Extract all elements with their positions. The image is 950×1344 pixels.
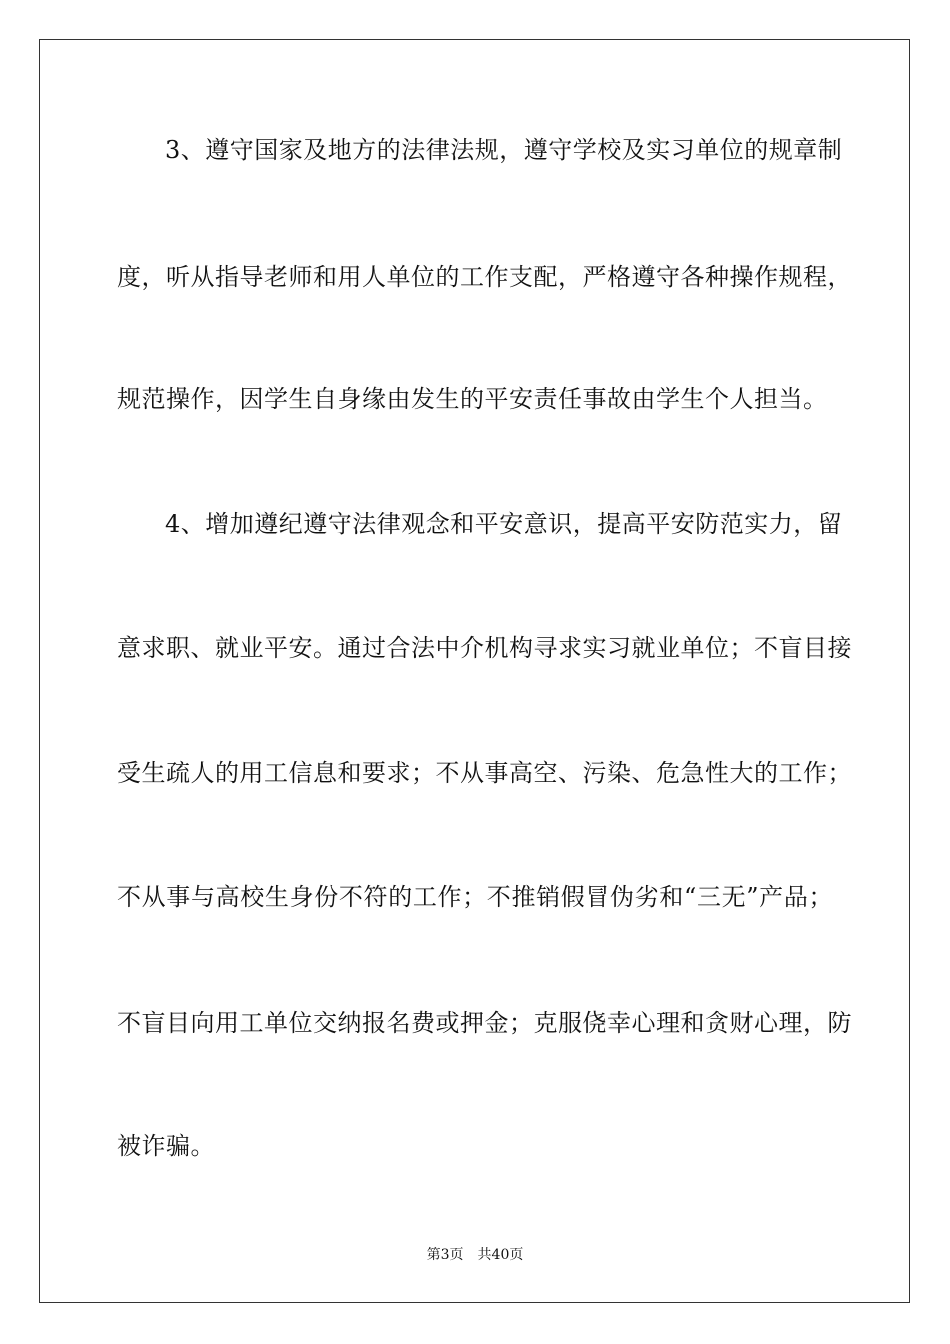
paragraph-line: 3、遵守国家及地方的法律法规，遵守学校及实习单位的规章制: [165, 136, 843, 164]
page-footer: [0, 1246, 950, 1264]
paragraph-line: 不从事与高校生身份不符的工作；不推销假冒伪劣和“三无”产品；: [117, 883, 833, 911]
paragraph-line: 意求职、就业平安。通过合法中介机构寻求实习就业单位；不盲目接: [117, 634, 852, 662]
paragraph-line: 规范操作，因学生自身缘由发生的平安责任事故由学生个人担当。: [117, 385, 828, 413]
paragraph-line: 被诈骗。: [117, 1132, 215, 1160]
page-frame: [39, 39, 910, 1303]
paragraph-line: 受生疏人的用工信息和要求；不从事高空、污染、危急性大的工作；: [117, 759, 852, 787]
page-total: 共40页: [477, 1247, 524, 1263]
paragraph-line: 4、增加遵纪遵守法律观念和平安意识，提高平安防范实力，留: [165, 510, 843, 538]
paragraph-line: 度，听从指导老师和用人单位的工作支配，严格遵守各种操作规程，: [117, 263, 852, 291]
paragraph-line: 不盲目向用工单位交纳报名费或押金；克服侥幸心理和贪财心理，防: [117, 1009, 852, 1037]
page-number: 第3页: [426, 1247, 464, 1263]
